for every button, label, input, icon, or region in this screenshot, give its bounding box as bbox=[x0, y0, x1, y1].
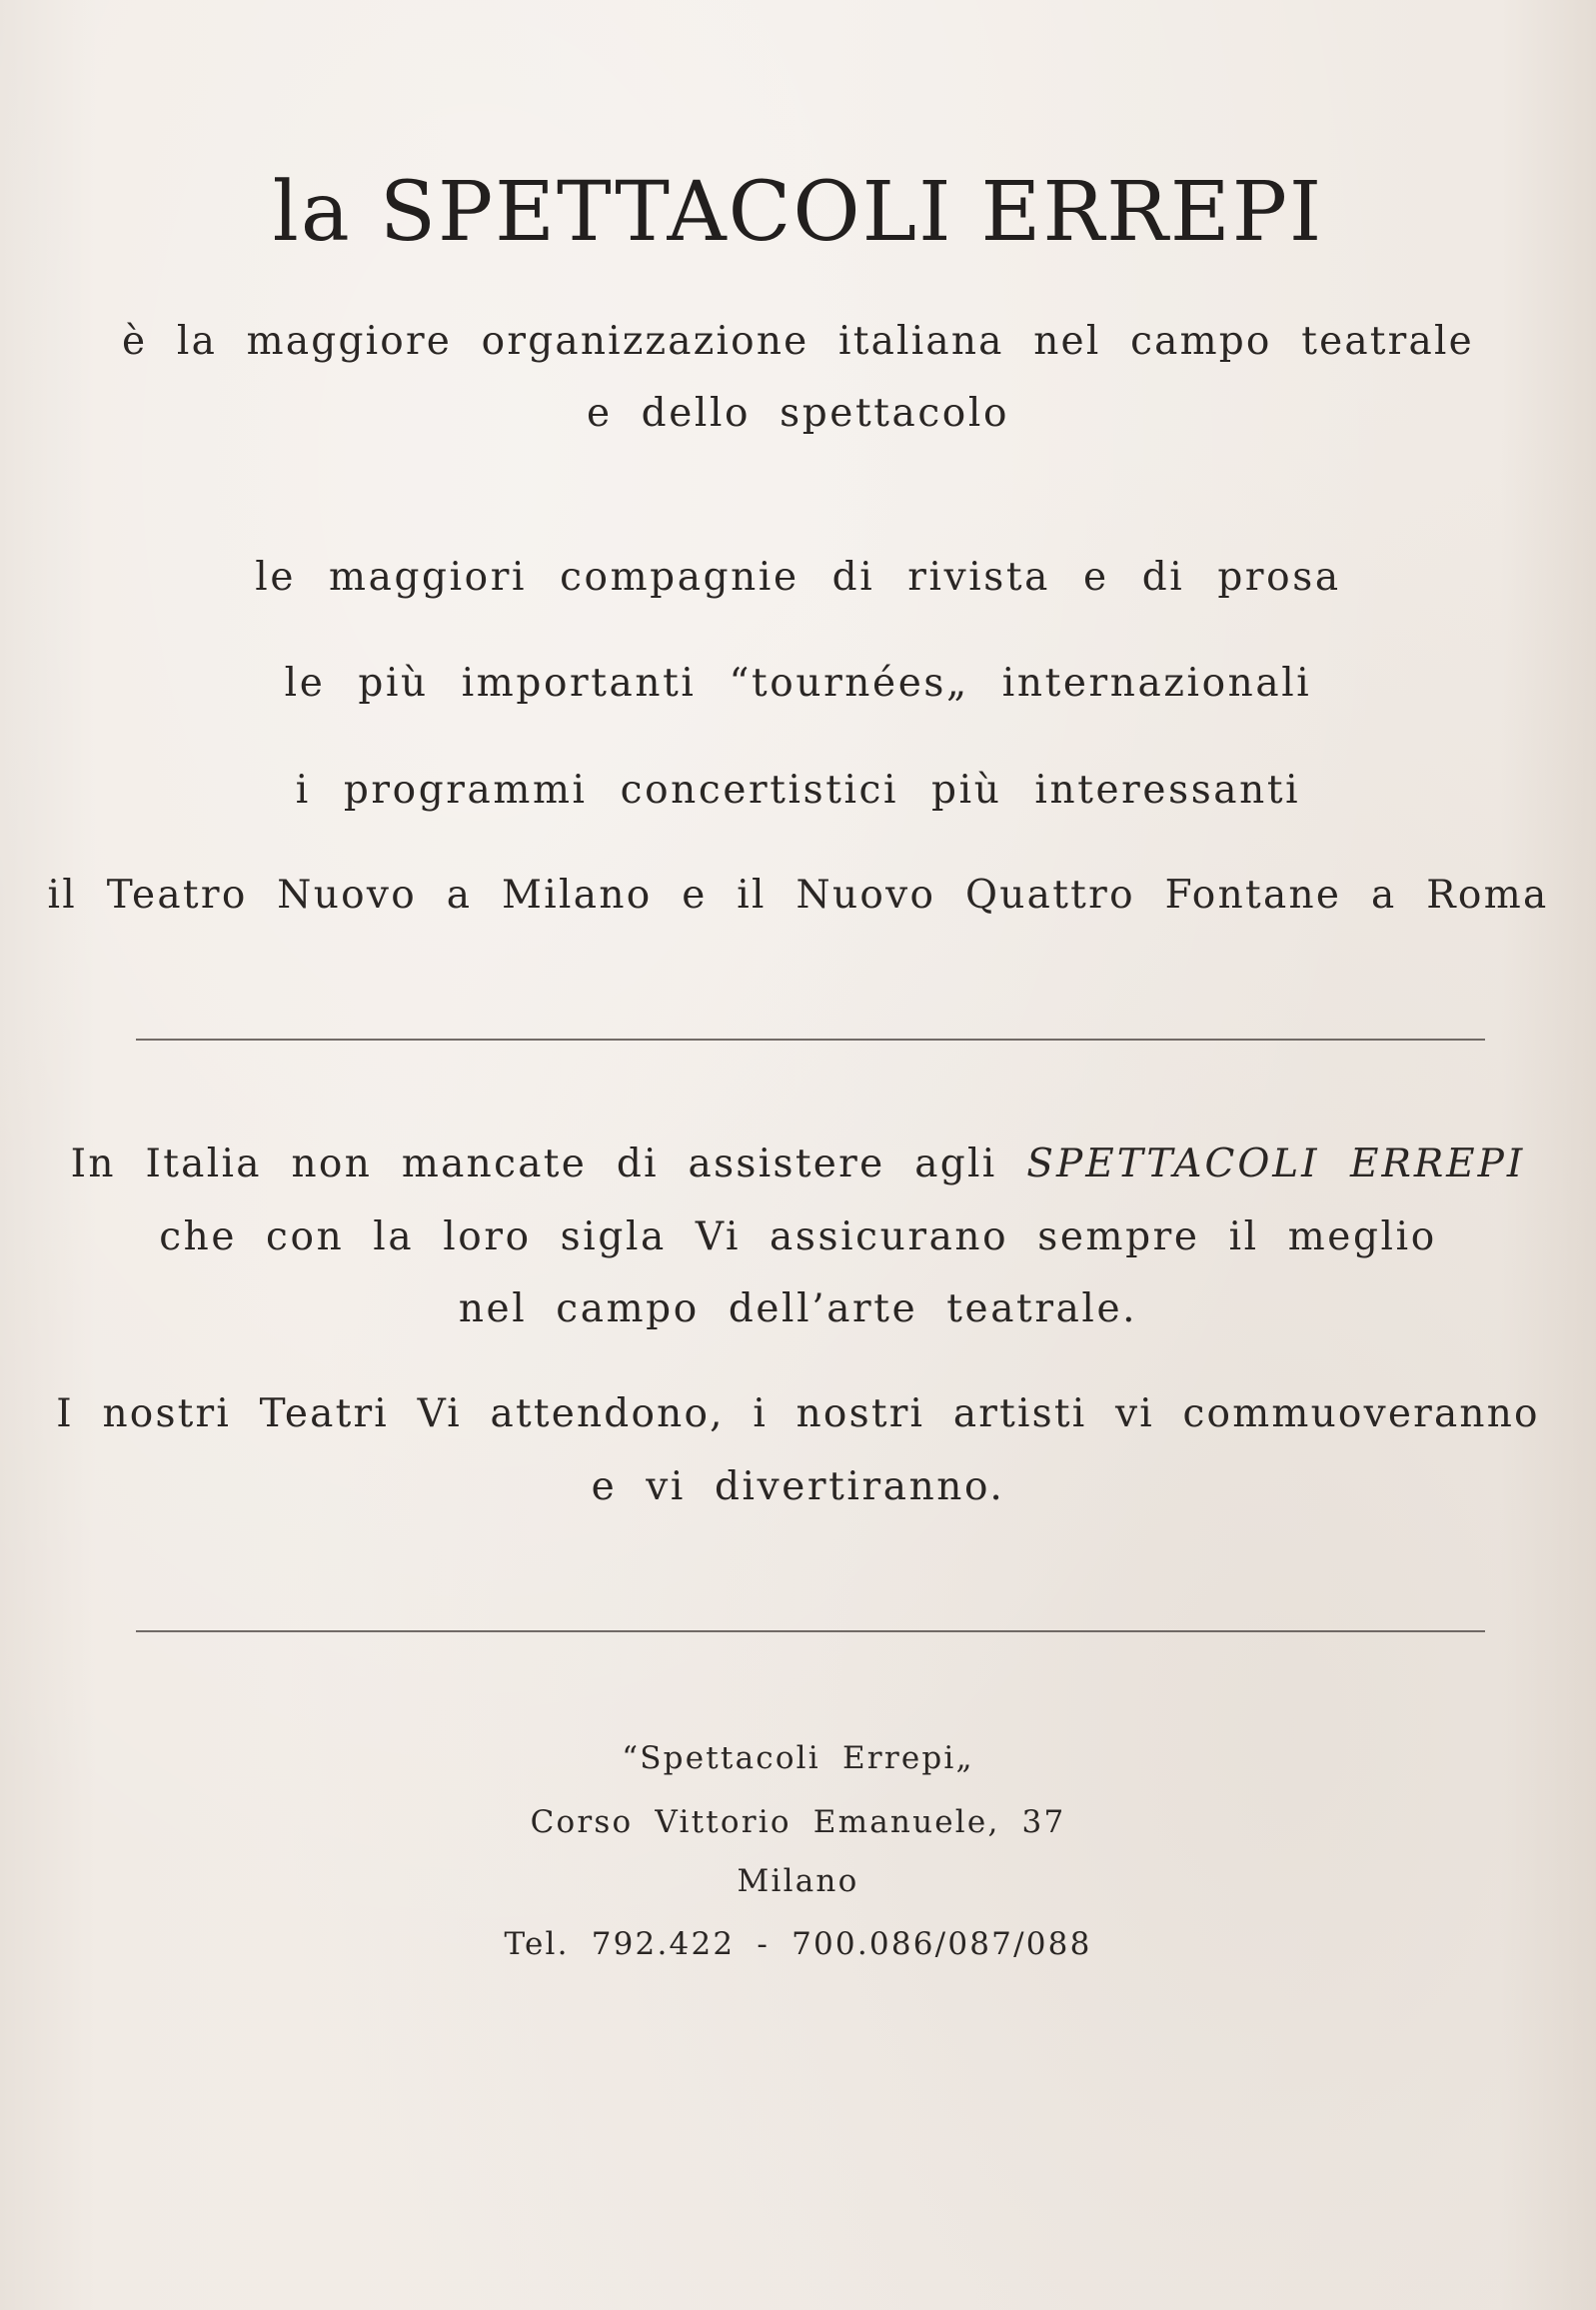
intro-line-3: le maggiori compagnie di rivista e di prosa bbox=[255, 555, 1341, 600]
intro-line-5: i programmi concertistici più interessanti bbox=[295, 768, 1301, 813]
message-line-5: e vi divertiranno. bbox=[591, 1464, 1005, 1509]
message-line-1-text: In Italia non mancate di assistere agli bbox=[70, 1142, 1027, 1186]
page-title: la SPETTACOLI ERREPI bbox=[272, 165, 1324, 260]
intro-line-2: e dello spettacolo bbox=[586, 391, 1010, 436]
message-line-2: che con la loro sigla Vi assicurano sempre il meglio bbox=[159, 1214, 1437, 1259]
intro-line-1: è la maggiore organizzazione italiana nel campo teatrale bbox=[122, 319, 1474, 364]
divider-rule-top bbox=[136, 1039, 1485, 1041]
address-city: Milano bbox=[737, 1863, 859, 1899]
brand-emphasis: SPETTACOLI ERREPI bbox=[1026, 1142, 1526, 1186]
divider-rule-bottom bbox=[136, 1630, 1485, 1632]
message-line-3: nel campo dell’arte teatrale. bbox=[458, 1286, 1138, 1331]
intro-line-6: il Teatro Nuovo a Milano e il Nuovo Quattro Fontane a Roma bbox=[47, 873, 1549, 918]
message-line-1 bbox=[0, 1142, 1596, 1186]
address-street: Corso Vittorio Emanuele, 37 bbox=[530, 1804, 1066, 1840]
address-phone: Tel. 792.422 - 700.086/087/088 bbox=[504, 1926, 1092, 1962]
message-line-4: I nostri Teatri Vi attendono, i nostri artisti vi commuoveranno bbox=[56, 1391, 1540, 1436]
intro-line-4: le più importanti “tournées„ internazionali bbox=[284, 661, 1312, 706]
address-company-name: “Spettacoli Errepi„ bbox=[622, 1740, 974, 1776]
